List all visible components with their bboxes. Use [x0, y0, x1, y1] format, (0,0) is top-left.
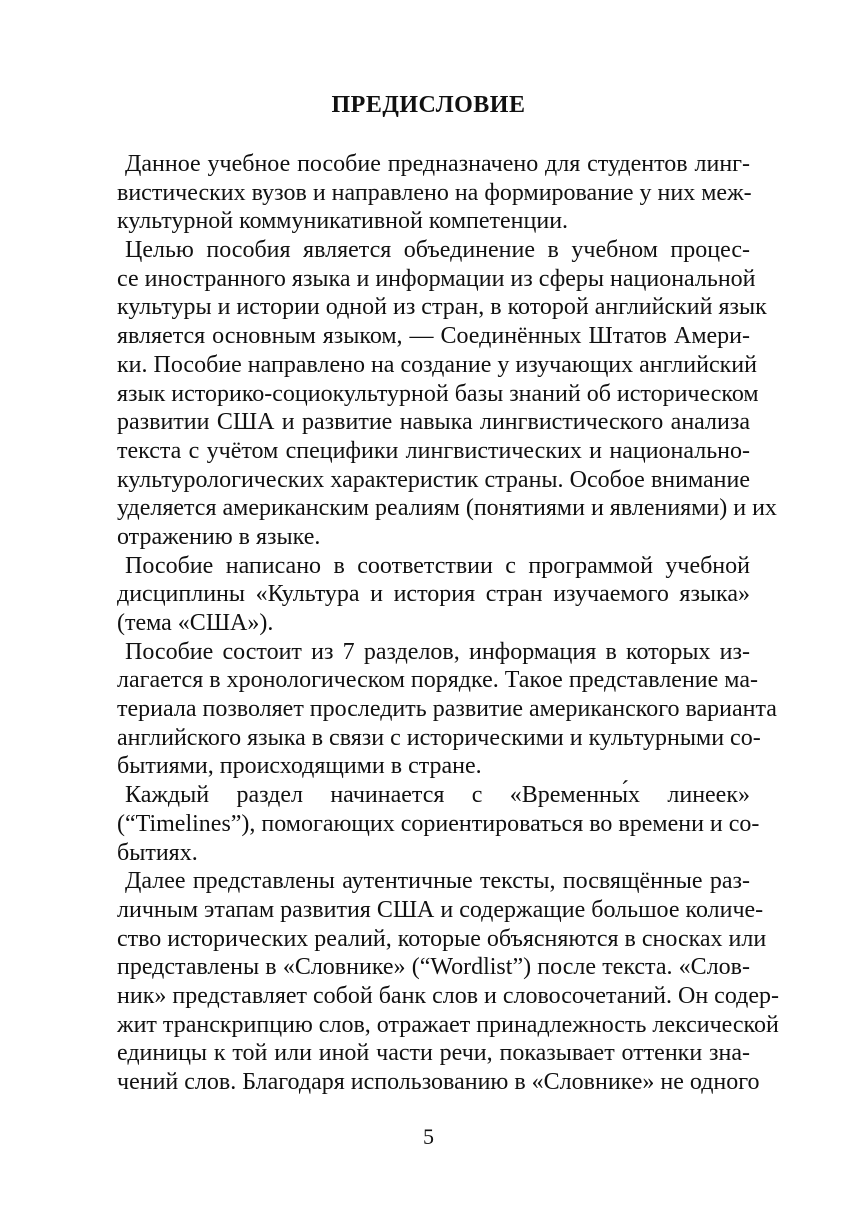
text-line: представлены в «Словнике» (“Wordlist”) после текста. «Слов-: [117, 954, 750, 981]
body-text: [117, 150, 779, 1097]
text-line: се иностранного языка и информации из сферы национальной: [117, 265, 756, 292]
text-line: ник» представляет собой банк слов и словосочетаний. Он содер-: [117, 982, 779, 1009]
text-line: лагается в хронологическом порядке. Такое представление ма-: [117, 667, 758, 694]
text-line: Целью пособия является объединение в учебном процес-: [125, 237, 750, 264]
text-line: текста с учётом специфики лингвистических и национально-: [117, 437, 750, 464]
text-line: ки. Пособие направлено на создание у изучающих английский: [117, 351, 757, 378]
text-line: язык историко-социокультурной базы знаний об историческом: [117, 380, 759, 407]
text-line: жит транскрипцию слов, отражает принадлежность лексической: [117, 1011, 779, 1038]
text-line: вистических вузов и направлено на формирование у них меж-: [117, 179, 752, 206]
text-line: является основным языком, — Соединённых Штатов Амери-: [117, 323, 750, 350]
text-line: культурной коммуникативной компетенции.: [117, 208, 569, 235]
text-line: английского языка в связи с историческими и культурными со-: [117, 724, 761, 751]
text-line: личным этапам развития США и содержащие большое количе-: [117, 896, 764, 923]
text-line: бытиями, происходящими в стране.: [117, 753, 482, 780]
page-number: 5: [423, 1124, 434, 1149]
text-line: Данное учебное пособие предназначено для студентов линг-: [125, 151, 750, 177]
text-line: культуры и истории одной из стран, в которой английский язык: [117, 294, 767, 321]
text-line: уделяется американским реалиям (понятиями и явлениями) и их: [117, 495, 777, 522]
text-line: (тема «США»).: [117, 610, 274, 636]
text-line: культурологических характеристик страны. Особое внимание: [117, 466, 750, 493]
text-line: (“Timelines”), помогающих сориентироваться во времени и со-: [117, 810, 760, 837]
text-line: единицы к той или иной части речи, показывает оттенки зна-: [117, 1040, 750, 1067]
text-line: дисциплины «Культура и история стран изучаемого языка»: [117, 581, 750, 608]
text-line: Пособие написано в соответствии с программой учебной: [125, 552, 750, 579]
text-line: Пособие состоит из 7 разделов, информация в которых из-: [125, 638, 750, 665]
text-line: териала позволяет проследить развитие американского варианта: [117, 696, 777, 723]
text-line: ство исторических реалий, которые объясняются в сносках или: [117, 925, 767, 952]
text-line: развитии США и развитие навыка лингвистического анализа: [117, 409, 750, 436]
text-line: Далее представлены аутентичные тексты, посвящённые раз-: [125, 868, 750, 895]
page-heading: ПРЕДИСЛОВИЕ: [331, 92, 526, 118]
text-line: бытиях.: [117, 839, 198, 866]
text-line: Каждый раздел начинается с «Временны́х линеек»: [125, 782, 750, 809]
text-line: чений слов. Благодаря использованию в «Словнике» не одного: [117, 1069, 760, 1095]
text-line: отражению в языке.: [117, 523, 321, 550]
